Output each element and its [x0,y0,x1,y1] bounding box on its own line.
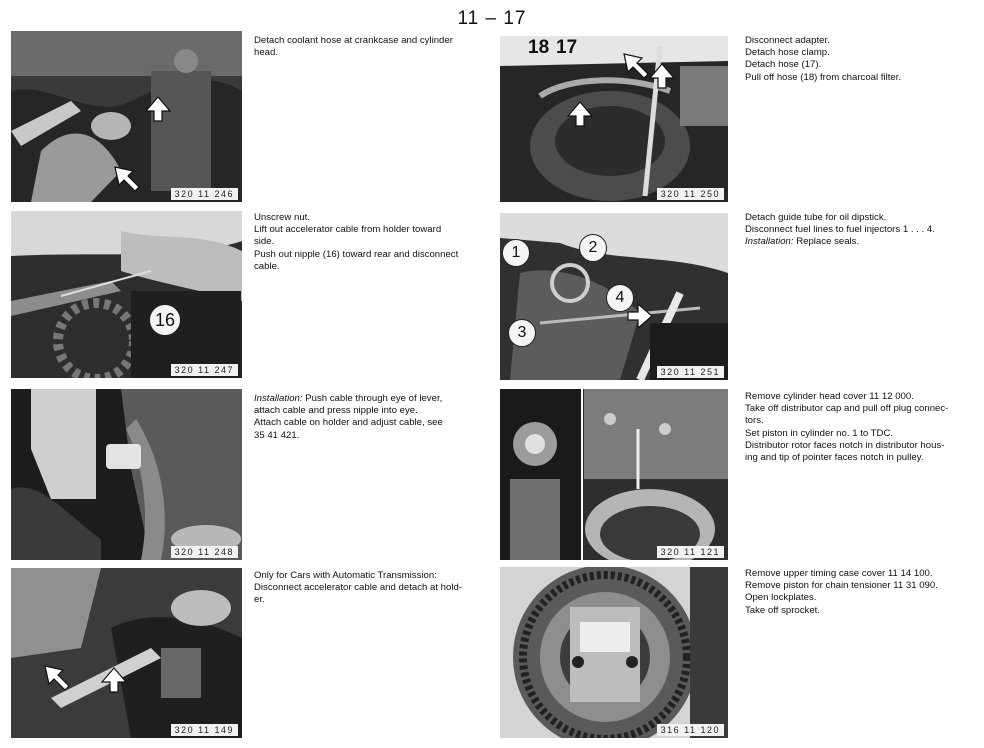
instruction-line: tors. [745,415,764,427]
instruction-line: Take off sprocket. [745,604,821,616]
instruction-line: Detach guide tube for oil dipstick. [745,212,887,223]
callout-17: 17 [556,37,578,58]
step-7-photo [500,389,728,560]
photo-ref-label: 320 11 251 [657,366,724,378]
step-2-photo [11,211,242,378]
step-5-text [745,35,977,84]
instruction-line: Remove upper timing case cover 11 14 100. [745,568,933,579]
step-1-photo [11,31,242,202]
instruction-line: Only for Cars with Automatic Transmission: [254,570,437,581]
step-3-text [254,393,484,442]
instruction-line: er. [254,594,265,606]
instruction-line: Detach hose (17). [745,59,822,71]
photo-ref-label: 320 11 250 [657,188,724,200]
callout-16: 16 [149,304,181,336]
photo-ref-label: 316 11 120 [657,724,724,736]
step-2-text [254,212,484,273]
instruction-line: Unscrew nut. [254,212,310,223]
step-5-photo [500,36,728,202]
instruction-line: side. [254,236,275,248]
instruction-line: head. [254,47,279,59]
instruction-line: attach cable and press nipple into eye. [254,405,418,417]
instruction-line: Push cable through eye of lever, [305,393,443,404]
instruction-line: Detach hose clamp. [745,47,830,59]
step-1-text [254,35,482,59]
callout-1: 1 [502,239,530,267]
instruction-line: Disconnect fuel lines to fuel injectors 1 . . . 4. [745,224,935,236]
photo-ref-label: 320 11 149 [171,724,238,736]
photo-ref-label: 320 11 247 [171,364,238,376]
instruction-line: Take off distributor cap and pull off plug connec- [745,403,949,415]
step-4-photo [11,568,242,738]
photo-ref-label: 320 11 121 [657,546,724,558]
instruction-line: Disconnect accelerator cable and detach at hold- [254,582,462,594]
instruction-line: Disconnect adapter. [745,35,830,46]
page-number: 11 – 17 [457,8,527,29]
photo-ref-label: 320 11 246 [171,188,238,200]
instruction-line: Attach cable on holder and adjust cable, see [254,417,443,429]
instruction-line: Distributor rotor faces notch in distributor hous- [745,439,945,451]
instruction-line: Remove cylinder head cover 11 12 000. [745,391,914,402]
instruction-line: ing and tip of pointer faces notch in pulley. [745,452,924,464]
step-6-text [745,212,977,249]
instruction-line: cable. [254,260,280,272]
instruction-line: Remove piston for chain tensioner 11 31 090. [745,580,938,592]
callout-18: 18 [528,37,550,58]
callout-4: 4 [606,284,634,312]
callout-2: 2 [579,234,607,262]
instruction-line: Open lockplates. [745,592,817,604]
instruction-line: Detach coolant hose at crankcase and cylinder [254,35,453,46]
instruction-line: Set piston in cylinder no. 1 to TDC. [745,427,894,439]
installation-label: Installation: [254,393,303,404]
instruction-line: Replace seals. [796,236,860,248]
photo-ref-label: 320 11 248 [171,546,238,558]
step-7-text [745,391,977,464]
callout-3: 3 [508,319,536,347]
installation-label: Installation: [745,236,794,248]
step-8-text [745,568,977,617]
step-8-photo [500,567,728,738]
instruction-line: Lift out accelerator cable from holder toward [254,224,442,236]
instruction-line: Push out nipple (16) toward rear and disconnect [254,248,459,260]
step-3-photo [11,389,242,560]
instruction-line: 35 41 421. [254,429,300,441]
step-4-text [254,570,484,607]
step-6-photo [500,213,728,380]
instruction-line: Pull off hose (18) from charcoal filter. [745,71,902,83]
